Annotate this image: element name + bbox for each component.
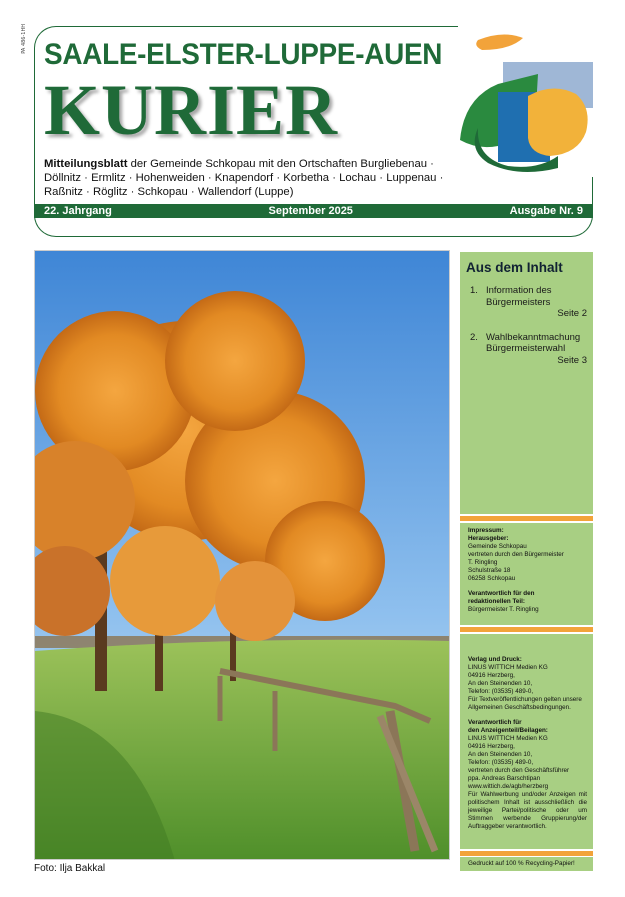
impressum-heading: Impressum: [468, 527, 504, 534]
contents-item [466, 285, 587, 320]
contents-title: Aus dem Inhalt [466, 260, 563, 275]
publisher-line: Schulstraße 18 [468, 567, 511, 574]
separator-orange [460, 851, 593, 856]
verlag-line: LINUS WITTICH Medien KG [468, 664, 548, 671]
verlag-line: An den Steinenden 10, [468, 680, 533, 687]
verlag-heading: Verlag und Druck: [468, 656, 522, 663]
ads-line: An den Steinenden 10, [468, 751, 533, 758]
ads-heading: Verantwortlich für [468, 719, 522, 726]
ads-line: vertreten durch den Geschäftsführer [468, 767, 570, 774]
issue-year: 22. Jahrgang [44, 205, 112, 217]
separator-orange [460, 627, 593, 632]
autumn-tree-photo [35, 251, 450, 860]
issue-month: September 2025 [268, 205, 353, 217]
municipality-logo [458, 28, 593, 173]
publisher-line: T. Ringling [468, 559, 498, 566]
contents-item-line1: Information des [486, 285, 552, 296]
ads-heading: den Anzeigenteil/Beilagen: [468, 727, 548, 734]
publisher-heading: Herausgeber: [468, 535, 509, 542]
impressum-box [460, 523, 593, 625]
publisher-line: 06258 Schkopau [468, 575, 516, 582]
contents-item-number: 2. [470, 331, 478, 343]
contents-item-line1: Wahlbekanntmachung [486, 331, 581, 343]
contents-item-number: 1. [470, 285, 478, 296]
editorial-line: Bürgermeister T. Ringling [468, 606, 539, 613]
ads-line: ppa. Andreas Barschtipan [468, 775, 541, 782]
subtitle [44, 157, 454, 199]
subtitle-rest: der Gemeinde Schkopau mit den Ortschaften Burgliebenau · Döllnitz · Ermlitz · Hohenweiden · Knapendorf · Korbetha · Lochau · Luppenau · Raßnitz · Röglitz · Schkopau · Wallendorf (Luppe) [44, 158, 444, 198]
title-kurier: KURIER [44, 70, 339, 150]
issue-bar [34, 204, 593, 218]
contents-item [466, 332, 587, 367]
verlag-line: 04916 Herzberg, [468, 672, 515, 679]
recycling-note: Gedruckt auf 100 % Recycling-Papier! [468, 860, 575, 867]
ads-line: LINUS WITTICH Medien KG [468, 735, 548, 742]
issue-number: Ausgabe Nr. 9 [509, 205, 583, 217]
publisher-box [460, 634, 593, 849]
title-region: SAALE-ELSTER-LUPPE-AUEN [44, 38, 443, 71]
editorial-heading: redaktionellen Teil: [468, 598, 525, 605]
photo-caption: Foto: Ilja Bakkal [34, 863, 106, 874]
ads-line: www.wittich.de/agb/herzberg [468, 783, 549, 790]
verlag-line: Für Textveröffentlichungen gelten unsere Allgemeinen Geschäftsbedingungen. [468, 696, 582, 711]
contents-item-line2: Bürgermeisters [486, 296, 551, 308]
contents-item-page: Seite 3 [557, 354, 587, 366]
verlag-line: Telefon: (03535) 489-0, [468, 688, 534, 695]
contents-item-line2: Bürgermeisterwahl [486, 343, 566, 354]
publisher-line: vertreten durch den Bürgermeister [468, 551, 564, 558]
ads-line: Für Wahlwerbung und/oder Anzeigen mit politischem Inhalt ist ausschließlich die jeweilige Partei/politische oder um Stimmen werbende Gruppierung/der Auftraggeber verantwortlich. [468, 791, 587, 830]
contents-item-page: Seite 2 [557, 308, 587, 319]
cover-photo [34, 250, 450, 860]
editorial-heading: Verantwortlich für den [468, 590, 535, 597]
contents-box [460, 252, 593, 514]
ads-line: Telefon: (03535) 489-0, [468, 759, 534, 766]
print-code: PA 486-1HH [21, 24, 27, 54]
publisher-line: Gemeinde Schkopau [468, 543, 527, 550]
subtitle-bold: Mitteilungsblatt [44, 158, 128, 170]
recycling-box [460, 857, 593, 871]
ads-line: 04916 Herzberg, [468, 743, 515, 750]
separator-orange [460, 516, 593, 521]
